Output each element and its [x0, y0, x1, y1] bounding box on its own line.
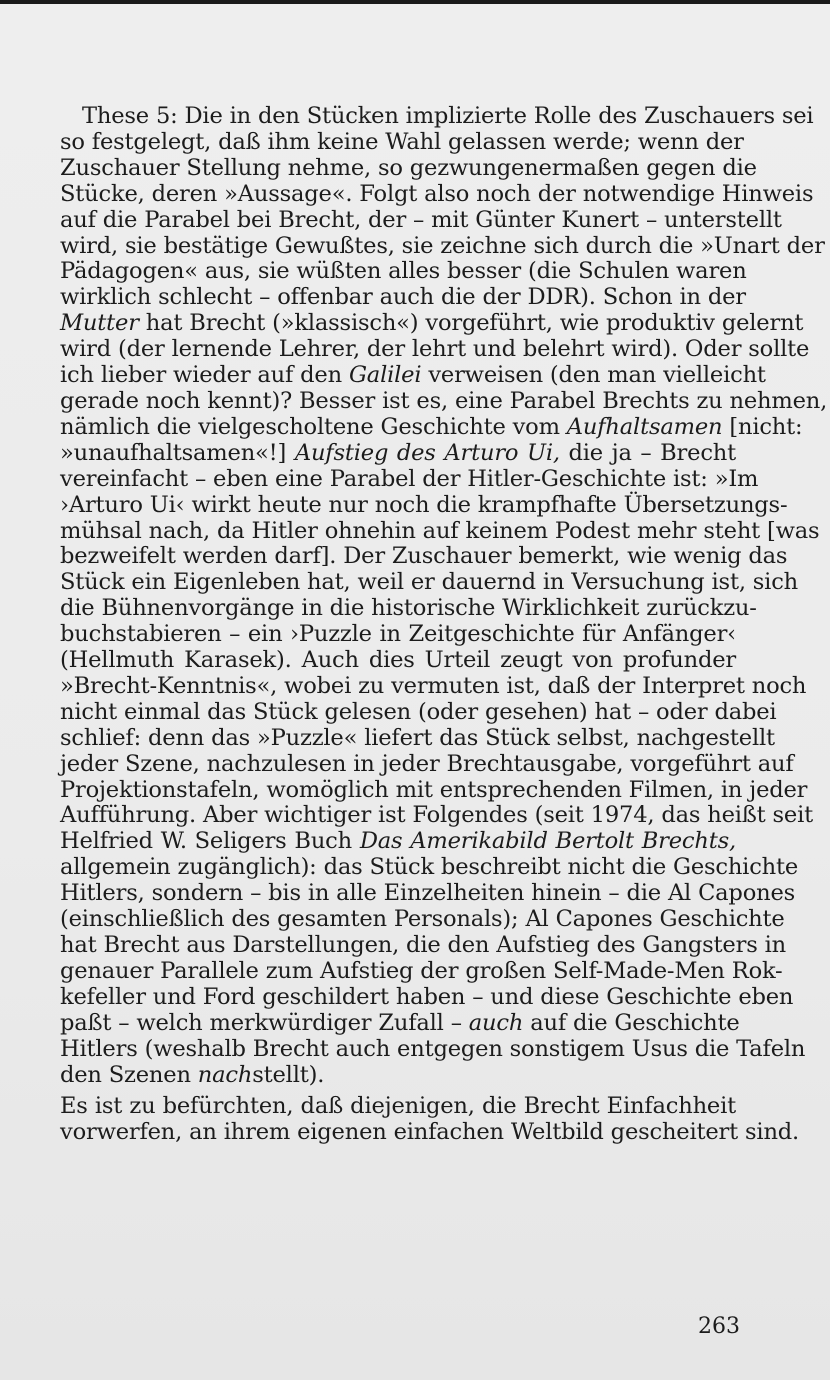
text-line: Hitlers (weshalb Brecht auch entgegen sonstigem Usus die Tafeln: [60, 1035, 806, 1062]
text-line: so festgelegt, daß ihm keine Wahl gelassen werde; wenn der: [60, 128, 744, 155]
text-line: paßt – welch merkwürdiger Zufall – auch auf die Geschichte: [60, 1009, 740, 1036]
text-line: vereinfacht – eben eine Parabel der Hitler-Geschichte ist: »Im: [60, 465, 759, 492]
text-line: Es ist zu befürchten, daß diejenigen, die Brecht Einfachheit: [60, 1093, 736, 1120]
text-line: die Bühnenvorgänge in die historische Wirklichkeit zurückzu-: [60, 595, 757, 622]
text-line: jeder Szene, nachzulesen in jeder Brechtausgabe, vorgeführt auf: [60, 750, 794, 777]
body-text: [60, 103, 828, 1146]
text-line: Hitlers, sondern – bis in alle Einzelheiten hinein – die Al Capones: [60, 880, 796, 907]
paragraph-1: [60, 103, 828, 1088]
text-line: wirklich schlecht – offenbar auch die der DDR). Schon in der: [60, 284, 746, 311]
text-line: Aufführung. Aber wichtiger ist Folgendes (seit 1974, das heißt seit: [60, 802, 814, 829]
text-line: gerade noch kennt)? Besser ist es, eine Parabel Brechts zu nehmen,: [60, 387, 828, 414]
text-line: Mutter hat Brecht (»klassisch«) vorgeführt, wie produktiv gelernt: [60, 310, 804, 337]
text-line: hat Brecht aus Darstellungen, die den Aufstieg des Gangsters in: [60, 932, 786, 958]
text-line: mühsal nach, da Hitler ohnehin auf keinem Podest mehr steht [was: [60, 517, 820, 544]
page-number: 263: [698, 1314, 740, 1339]
text-line: allgemein zugänglich): das Stück beschreibt nicht die Geschichte: [60, 854, 799, 881]
text-line: (einschließlich des gesamten Personals); Al Capones Geschichte: [60, 906, 785, 933]
text-line: genauer Parallele zum Aufstieg der großen Self-Made-Men Rok-: [60, 957, 783, 984]
paragraph-2: [60, 1093, 800, 1146]
text-line: ›Arturo Ui‹ wirkt heute nur noch die krampfhafte Übersetzungs-: [60, 491, 788, 518]
text-line: »Brecht-Kenntnis«, wobei zu vermuten ist, daß der Interpret noch: [60, 672, 807, 699]
text-line: den Szenen nachstellt).: [60, 1061, 325, 1088]
text-line: ich lieber wieder auf den Galilei verweisen (den man vielleicht: [60, 362, 766, 389]
text-line: kefeller und Ford geschildert haben – und diese Geschichte eben: [60, 983, 794, 1010]
text-line: buchstabieren – ein ›Puzzle in Zeitgeschichte für Anfänger‹: [60, 621, 736, 648]
text-line: wird (der lernende Lehrer, der lehrt und belehrt wird). Oder sollte: [60, 336, 810, 363]
text-line: (Hellmuth Karasek). Auch dies Urteil zeugt von profunder: [60, 647, 736, 674]
text-line: vorwerfen, an ihrem eigenen einfachen Weltbild gescheitert sind.: [60, 1119, 800, 1146]
book-page: [0, 4, 830, 1380]
text-line: Projektionstafeln, womöglich mit entsprechenden Filmen, in jeder: [60, 776, 808, 803]
text-line: schlief: denn das »Puzzle« liefert das Stück selbst, nachgestellt: [60, 724, 775, 751]
text-line: bezweifelt werden darf]. Der Zuschauer bemerkt, wie wenig das: [60, 543, 788, 570]
text-line: nämlich die vielgescholtene Geschichte vom Aufhaltsamen [nicht:: [60, 413, 803, 440]
text-line: wird, sie bestätige Gewußtes, sie zeichne sich durch die »Unart der: [60, 232, 825, 259]
text-line: Stücke, deren »Aussage«. Folgt also noch der notwendige Hinweis: [60, 180, 814, 207]
text-line: Helfried W. Seligers Buch Das Amerikabild Bertolt Brechts,: [60, 828, 736, 855]
text-line: nicht einmal das Stück gelesen (oder gesehen) hat – oder dabei: [60, 698, 777, 725]
text-line: Pädagogen« aus, sie wüßten alles besser (die Schulen waren: [60, 258, 747, 285]
text-line: Stück ein Eigenleben hat, weil er dauernd in Versuchung ist, sich: [60, 569, 799, 596]
text-line: Zuschauer Stellung nehme, so gezwungenermaßen gegen die: [60, 154, 757, 181]
text-line: auf die Parabel bei Brecht, der – mit Günter Kunert – unterstellt: [60, 206, 782, 233]
text-line: These 5: Die in den Stücken implizierte Rolle des Zuschauers sei: [82, 103, 814, 129]
text-line: »unaufhaltsamen«!] Aufstieg des Arturo Ui, die ja – Brecht: [60, 439, 736, 466]
